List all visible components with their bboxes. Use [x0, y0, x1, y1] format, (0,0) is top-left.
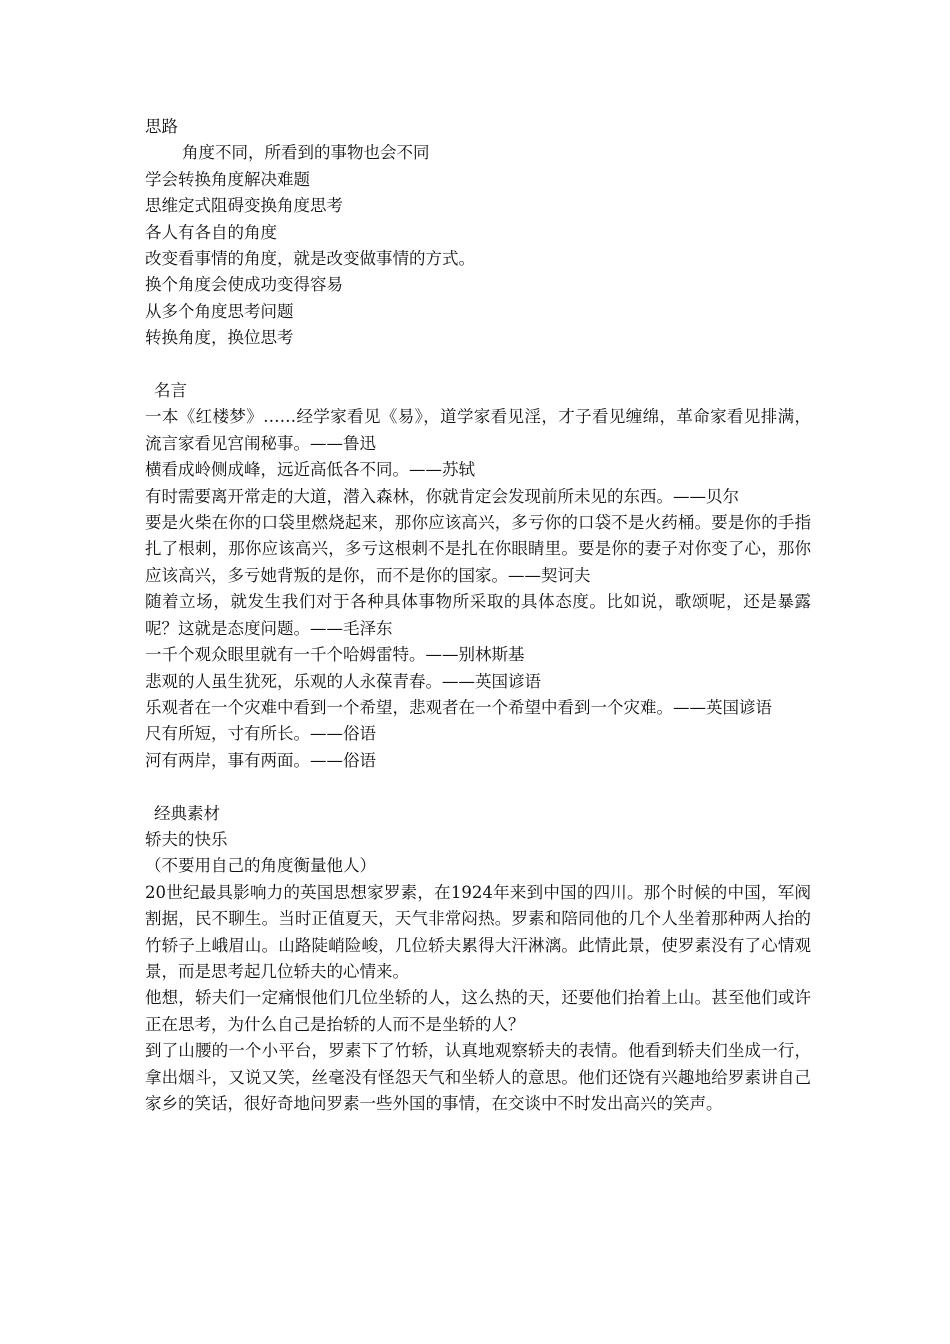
story-title: 轿夫的快乐: [145, 829, 228, 849]
quote-item: 悲观的人虽生犹死，乐观的人永葆青春。——英国谚语: [145, 671, 541, 691]
quote-item: 河有两岸，事有两面。——俗语: [145, 750, 376, 770]
section-heading-quotes: 名言: [154, 381, 187, 401]
idea-line: 改变看事情的角度，就是改变做事情的方式。: [145, 249, 475, 269]
idea-line: 角度不同，所看到的事物也会不同: [182, 143, 430, 163]
quote-item: 一本《红楼梦》……经学家看见《易》，道学家看见淫，才子看见缠绵，革命家看见排满，流言家看见宫闱秘事。——鲁迅: [145, 407, 811, 453]
section-heading-silu: 思路: [145, 117, 178, 136]
quote-item: 乐观者在一个灾难中看到一个希望，悲观者在一个希望中看到一个灾难。——英国谚语: [145, 697, 772, 717]
quote-item: 尺有所短，寸有所长。——俗语: [145, 724, 376, 744]
idea-line: 各人有各自的角度: [145, 222, 277, 242]
quote-item: 随着立场，就发生我们对于各种具体事物所采取的具体态度。比如说，歌颂呢，还是暴露呢？这就是态度问题。——毛泽东: [145, 592, 811, 638]
quote-item: 一千个观众眼里就有一千个哈姆雷特。——别林斯基: [145, 645, 525, 665]
section-gap: [145, 352, 811, 378]
idea-line: 从多个角度思考问题: [145, 301, 294, 321]
story-paragraph: 到了山腰的一个小平台，罗素下了竹轿，认真地观察轿夫的表情。他看到轿夫们坐成一行，拿出烟斗，又说又笑，丝毫没有怪怨天气和坐轿人的意思。他们还饶有兴趣地给罗素讲自己家乡的笑话，很好奇地问罗素一些外国的事情，在交谈中不时发出高兴的笑声。: [145, 1041, 811, 1113]
quote-item: 横看成岭侧成峰，远近高低各不同。——苏轼: [145, 460, 475, 480]
section-heading-classic-material: 经典素材: [154, 803, 220, 823]
idea-line: 转换角度，换位思考: [145, 328, 294, 348]
idea-line: 学会转换角度解决难题: [145, 169, 310, 189]
story-paragraph: 20世纪最具影响力的英国思想家罗素，在1924年来到中国的四川。那个时候的中国，军阀割据，民不聊生。当时正值夏天，天气非常闷热。罗素和陪同他的几个人坐着那种两人抬的竹轿子上峨眉山。山路陡峭险峻，几位轿夫累得大汗淋漓。此情此景，使罗素没有了心情观景，而是思考起几位轿夫的心情来。: [145, 882, 811, 981]
story-paragraph: 他想，轿夫们一定痛恨他们几位坐轿的人，这么热的天，还要他们抬着上山。甚至他们或许正在思考，为什么自己是抬轿的人而不是坐轿的人？: [145, 988, 811, 1034]
document-page: [145, 114, 811, 1117]
idea-line: 思维定式阻碍变换角度思考: [145, 196, 343, 216]
quote-item: 有时需要离开常走的大道，潜入森林，你就肯定会发现前所未见的东西。——贝尔: [145, 486, 739, 506]
story-subtitle: （不要用自己的角度衡量他人）: [145, 856, 376, 876]
section-gap: [145, 774, 811, 800]
quote-item: 要是火柴在你的口袋里燃烧起来，那你应该高兴，多亏你的口袋不是火药桶。要是你的手指扎了根刺，那你应该高兴，多亏这根刺不是扎在你眼睛里。要是你的妻子对你变了心，那你应该高兴，多亏她背叛的是你，而不是你的国家。——契诃夫: [145, 513, 811, 585]
idea-line: 换个角度会使成功变得容易: [145, 275, 343, 295]
